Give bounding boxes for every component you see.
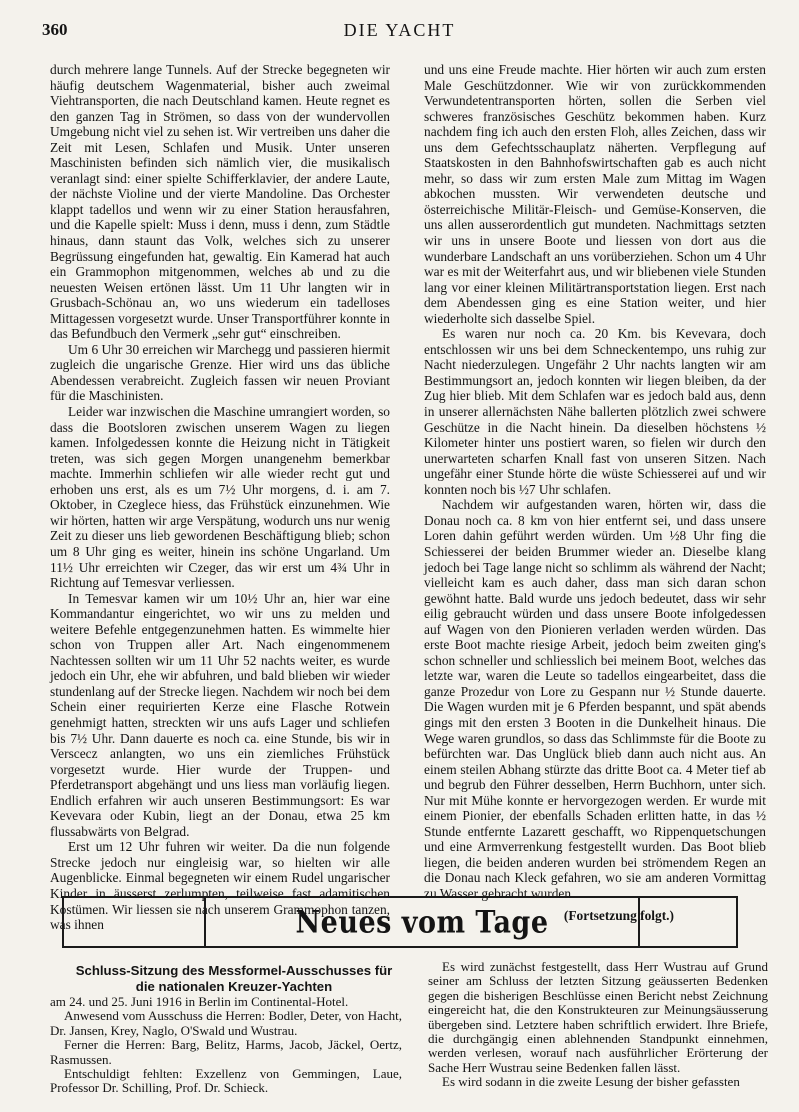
page-number: 360 — [42, 20, 68, 39]
section-banner — [62, 896, 738, 948]
paragraph: In Temesvar kamen wir um 10½ Uhr an, hier war eine Kommandantur eingerichtet, wo wir uns zu melden und weitere Befehle entgegenzunehmen hatten. Es wimmelte hier schon von Truppen aller Art. Nach eingenommenem Nachtessen sollten wir um 11 Uhr 52 nachts weiter, es wurde jedoch ein Uhr, ehe wir abfuhren, und bald blieben wir wieder stundenlang auf der Strecke liegen. Nachdem wir noch bei dem Schein einer requirierten Kerze eine Flasche Rotwein genehmigt hatten, streckten wir uns aufs Lager und schliefen bis 7½ Uhr. Dann dauerte es noch ca. eine Stunde, bis wir in Verscecz anlangten, wo uns ein ziemliches Frühstück vorgesetzt wurde. Hier wurde der Truppen- und Pferdetransport abgehängt und uns liess man vorläufig liegen. Endlich erfahren wir auch unseren Bestimmungsort: Es war Kevevara oder Kubin, liegt an der Donau, etwa 25 km flussabwärts von Belgrad. — [50, 590, 390, 839]
article-headline: Schluss-Sitzung des Messformel-Ausschusses für die nationalen Kreuzer-Yachten — [75, 963, 393, 994]
paragraph: Nachdem wir aufgestanden waren, hörten wir, dass die Donau noch ca. 8 km von hier entfernt sei, und dass unsere Loren dahin geführt werden würden. Um ½8 Uhr fing die Schiesserei der beiden Brummer wieder an. Dieselbe klang jedoch bei Tage lange nicht so schlimm als während der Nacht; vielleicht kam es auch daher, dass man sich daran schon gewöhnt hatte. Bald wurde uns jedoch bedeutet, dass wir sehr eilig gebraucht würden und dass unsere Boote infolgedessen auf Wagen von den Pionieren verladen werden würden. Das erste Boot machte riesige Arbeit, jedoch beim zweiten ging's schon schneller und schliesslich bei meinem Boot, welches das letzte war, waren die Leute so tadellos eingearbeitet, dass die ganze Prozedur von Lore zu Gespann nur ½ Stunde dauerte. Die Wagen wurden mit je 6 Pferden bespannt, und spät abends gings mit den ersten 3 Booten in die Dunkelheit hinaus. Die Wege waren grundlos, so dass das Schlimmste für die Boote zu befürchten war. Das Unglück blieb dann auch nicht aus. An einem steilen Abhang stürzte das dritte Boot ca. 4 Meter tief ab und begrub den Führer desselben, Herrn Buchhorn, unter sich. Nur mit Mühe konnte er hervorgezogen werden. Er wurde mit einem Pionier, der ebenfalls Schaden erlitten hatte, in das ½ Stunde entfernte Lazarett geschafft, wo Rippenquetschungen und eine Armverrenkung festgestellt wurden. Das Boot blieb liegen, die beiden anderen wurden bei strömendem Regen an die Donau nach Kleck gefahren, wo sie am anderen Vormittag zu Wasser gebracht wurden. — [424, 497, 766, 901]
paragraph: Leider war inzwischen die Maschine umrangiert worden, so dass die Bootsloren zwischen unserem Wagen zu liegen kamen. Infolgedessen konnte die Heizung nicht in Tätigkeit treten, was sich gegen Morgen unangenehm bemerkbar machte. Immerhin schliefen wir alle wieder recht gut und erhoben uns erst, als es um 7½ Uhr morgens, d. i. am 7. Oktober, in Czeglece hiess, das Frühstück einzunehmen. Wie wir hörten, hatten wir arge Verspätung, wodurch uns nur wenig Zeit zu dieser uns lieb gewordenen Beschäftigung blieb; schon um 8 Uhr ging es weiter, hinein ins schöne Ungarland. Um 11½ Uhr erreichten wir Czeger, das wir erst um 4¾ Uhr in Richtung auf Temesvar verliessen. — [50, 404, 390, 591]
left-column — [50, 62, 390, 933]
section-title: Neues vom Tage — [295, 904, 549, 940]
paragraph: Es wird sodann in die zweite Lesung der bisher gefassten — [442, 1074, 740, 1090]
paragraph: Entschuldigt fehlten: Exzellenz von Gemmingen, Laue, Professor Dr. Schilling, Prof. Dr. Schieck. — [50, 1066, 402, 1096]
paragraph: Es waren nur noch ca. 20 Km. bis Kevevara, doch entschlossen wir uns bei dem Schneckentempo, uns ruhig zur Nacht niederzulegen. Ungefähr 2 Uhr nachts langten wir am Bestimmungsort an, jedoch konnten wir liegen bleiben, da der Zug hier blieb. Mit dem Schlafen war es jedoch bald aus, denn in unserer allernächsten Nähe ballerten plötzlich zwei schwere Geschütze in die Nacht hinein. Da dieselben höchstens ½ Kilometer hinter uns postiert waren, so fielen wir durch den unerwarteten scharfen Knall fast von unseren Sitzen. Nach ungefähr einer Stunde hörte die wüste Schiesserei auf und wir konnten noch bis ½7 Uhr schlafen. — [424, 326, 766, 497]
paragraph: Anwesend vom Ausschuss die Herren: Bodler, Deter, von Hacht, Dr. Jansen, Krey, Naglo, O'Swald und Wustrau. — [50, 1008, 402, 1038]
continuation-note: (Fortsetzung folgt.) — [563, 907, 674, 923]
paragraph: Um 6 Uhr 30 erreichen wir Marchegg und passieren hiermit zugleich die ungarische Grenze. Hier wird uns das übliche Abendessen verabreicht. Zugleich fassen wir neuen Proviant für die Maschinisten. — [50, 341, 390, 404]
section-banner-frame — [204, 898, 640, 946]
paragraph: Ferner die Herren: Barg, Belitz, Harms, Jacob, Jäckel, Oertz, Rasmussen. — [50, 1037, 402, 1067]
paragraph: Es wird zunächst festgestellt, dass Herr Wustrau auf Grund seiner am Schluss der letzten Sitzung geäusserten Bedenken gegen die bisherigen Beschlüsse einen Bericht nebst Zeichnung eingereicht hat, die den Konstrukteuren zur Meinungsäusserung übergeben sind. Letztere haben schriftlich erwidert. Ihre Briefe, die durchgängig einen ablehnenden Standpunkt einnehmen, werden verlesen, worauf nach ausführlicher Erörterung der Sache Herr Wustrau seine Bedenken fallen lässt. — [428, 959, 768, 1075]
right-column — [424, 62, 766, 923]
page-header — [0, 10, 799, 46]
journal-title: DIE YACHT — [343, 20, 456, 40]
paragraph: durch mehrere lange Tunnels. Auf der Strecke begegneten wir häufig deutschem Wagenmaterial, bisher auch zweimal Viehtransporten, die nach Deutschland kamen. Heute regnet es den ganzen Tag in Strömen, so dass von der wundervollen Umgebung nicht viel zu sehen ist. Wir vertreiben uns daher die Zeit mit Lesen, Schlafen und Musik. Unter unseren Maschinisten befinden sich nämlich vier, die musikalisch veranlagt sind: einer spielte Schifferklavier, der andere Laute, der nächste Violine und der vierte Mandoline. Das Orchester klappt tadellos und wenn wir zu einer Station herausfahren, und die Kapelle spielt: Muss i denn, muss i denn, zum Städtle hinaus, dann staunt das Volk, welches sich zu unserer Begrüssung eingefunden hat, gewaltig. Ein Kamerad hat auch ein Grammophon mitgenommen, welches ab und zu die neuesten Weisen ertönen lässt. Um 11 Uhr langten wir in Grusbach-Schönau an, wo uns wiederum ein tadelloses Mittagessen vorgesetzt wurde. Unser Transportführer konnte in das Befundbuch den Vermerk „sehr gut“ einschreiben. — [50, 62, 390, 342]
article-right-column — [428, 960, 768, 1090]
article-left-column — [50, 995, 402, 1096]
paragraph: am 24. und 25. Juni 1916 in Berlin im Continental-Hotel. — [50, 994, 349, 1009]
paragraph: Erst um 12 Uhr fuhren wir weiter. Da die nun folgende Strecke jedoch nur eingleisig war, so hielten wir alle Augenblicke. Einmal begegneten wir einem Rudel ungarischer Kinder in äusserst zerlumpten, teilweise fast adamitischen Kostümen. Wir liessen sie nach unserem Grammophon tanzen, was ihnen — [50, 839, 390, 933]
paragraph: und uns eine Freude machte. Hier hörten wir auch zum ersten Male Geschützdonner. Wie wir von zurückkommenden Verwundetentransporten hörten, sollen die Serben viel schweres französisches Geschütz bekommen haben. Kurz nachdem fing ich auch den ersten Floh, alles Zeichen, dass wir uns dem Gefechtsschauplatz näherten. Verpflegung auf Staatskosten in den Bahnhofswirtschaften gab es auch nicht mehr, so dass wir zum ersten Male zum Mittag im Wagen abkochen mussten. Wir verwendeten deutsche und österreichische Militär-Fleisch- und Gemüse-Konserven, die uns allen ausserordentlich gut mundeten. Nachmittags setzten wir uns in unsere Boote und liessen von dort aus die wunderbare Landschaft an uns vorüberziehen. Schon um 4 Uhr war es mit der Weiterfahrt aus, und wir bliebenen viele Stunden lang vor einer kleinen Militärtransportstation liegen. Erst nach dem Abendessen ging es eine Station weiter, und hier wiederholte sich dasselbe Spiel. — [424, 62, 766, 326]
